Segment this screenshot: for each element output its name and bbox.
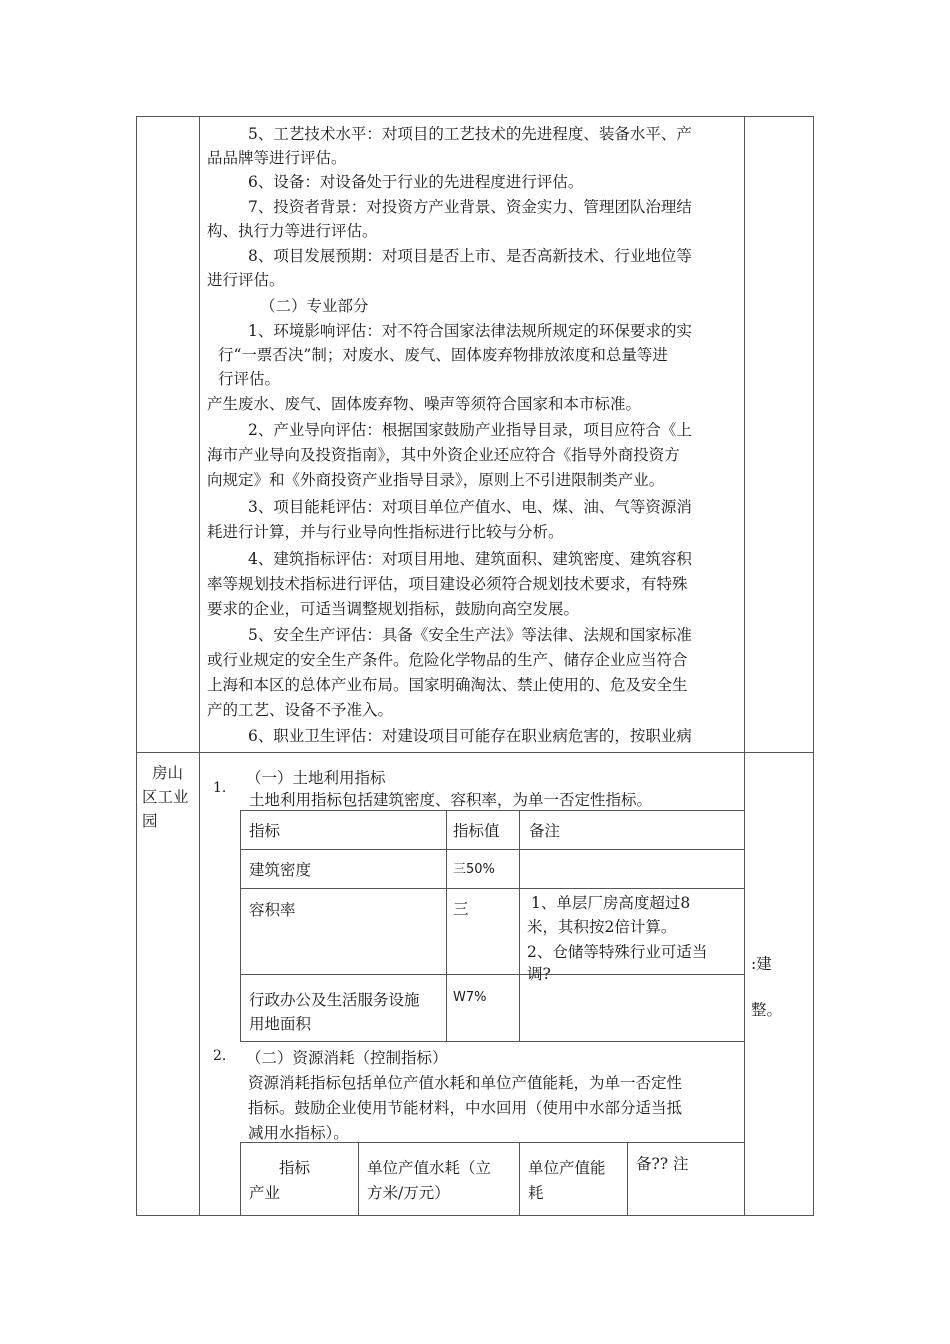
resource-header-indicator: 指标 xyxy=(279,1159,311,1177)
building-line2: 率等规划技术指标进行评估，项目建设必须符合规划技术要求，有特殊 xyxy=(207,575,688,593)
resource-table-top xyxy=(240,1142,744,1143)
land-header-note: 备注 xyxy=(529,822,561,840)
land-header-indicator: 指标 xyxy=(249,822,281,840)
env-line4: 产生废水、废气、固体废弃物、噪声等须符合国家和本市标准。 xyxy=(207,395,642,413)
item-8-line2: 进行评估。 xyxy=(207,271,285,289)
item-6-line1: 6、设备：对设备处于行业的先进程度进行评估。 xyxy=(248,173,584,191)
resource-header-industry: 产业 xyxy=(249,1184,281,1202)
energy-line1: 3、项目能耗评估：对项目单位产值水、电、煤、油、气等资源消 xyxy=(248,498,692,516)
resource-table-col-a xyxy=(358,1142,359,1216)
building-line1: 4、建筑指标评估：对项目用地、建筑面积、建筑密度、建筑容积 xyxy=(248,550,692,568)
resource-table-col-b xyxy=(519,1142,520,1216)
resource-header-water-line1: 单位产值水耗（立 xyxy=(367,1159,492,1177)
office-value: W7% xyxy=(453,990,487,1005)
column-divider-2 xyxy=(744,116,745,1216)
far-note-clip xyxy=(524,962,734,983)
resource-header-water-line2: 方米/万元） xyxy=(367,1184,450,1202)
right-col-line2: 整。 xyxy=(751,1001,783,1019)
office-name-line2: 用地面积 xyxy=(249,1015,312,1033)
industry-line2: 海市产业导向及投资指南》，其中外资企业还应符合《指导外商投资方 xyxy=(207,446,680,464)
table-border-left xyxy=(136,116,137,1216)
table-border-top xyxy=(136,116,814,117)
item-7-line1: 7、投资者背景：对投资方产业背景、资金实力、管理团队治理结 xyxy=(248,198,692,216)
env-line2: 行“一票否决”制；对废水、废气、固体废弃物排放浓度和总量等进 xyxy=(218,346,668,364)
office-name-line1: 行政办公及生活服务设施 xyxy=(249,991,420,1009)
resource-header-energy-line2: 耗 xyxy=(528,1184,544,1202)
item-5-line2: 品品牌等进行评估。 xyxy=(207,149,347,167)
far-note-line1: 1、单层厂房高度超过8 xyxy=(531,894,691,912)
land-table-row-2 xyxy=(240,888,744,889)
land-table-bottom xyxy=(240,1041,744,1042)
resource-desc-line2: 指标。鼓励企业使用节能材料，中水回用（使用中水部分适当抵 xyxy=(248,1099,683,1117)
safety-line3: 上海和本区的总体产业布局。国家明确淘汰、禁止使用的、危及安全生 xyxy=(207,676,688,694)
right-col-line1: :建 xyxy=(751,955,772,973)
density-name: 建筑密度 xyxy=(249,861,312,879)
land-table-col-a xyxy=(446,810,447,1042)
resource-desc-line3: 减用水指标）。 xyxy=(248,1124,349,1142)
land-table-left xyxy=(240,810,241,1042)
building-line3: 要求的企业，可适当调整规划指标，鼓励向高空发展。 xyxy=(207,600,580,618)
far-value: 三 xyxy=(453,900,469,918)
resource-table-col-c xyxy=(627,1142,628,1216)
resource-header-energy-line1: 单位产值能 xyxy=(528,1159,606,1177)
energy-line2: 耗进行计算，并与行业导向性指标进行比较与分析。 xyxy=(207,523,564,541)
resource-desc-line1: 资源消耗指标包括单位产值水耗和单位产值能耗，为单一否定性 xyxy=(248,1074,683,1092)
far-name: 容积率 xyxy=(249,901,296,919)
far-note-line4: 调? xyxy=(527,965,551,983)
safety-line2: 或行业规定的安全生产条件。危险化学物品的生产、储存企业应当符合 xyxy=(207,651,688,669)
item-5-line1: 5、工艺技术水平：对项目的工艺技术的先进程度、装备水平、产 xyxy=(248,125,692,143)
item-number-2: 2. xyxy=(213,1048,227,1064)
resource-table-left xyxy=(240,1142,241,1216)
industry-line1: 2、产业导向评估：根据国家鼓励产业指导目录，项目应符合《上 xyxy=(248,421,692,439)
industry-line3: 向规定》和《外商投资产业指导目录》，原则上不引进限制类产业。 xyxy=(207,471,665,489)
land-header-value: 指标值 xyxy=(453,822,500,840)
env-line1: 1、环境影响评估：对不符合国家法律法规所规定的环保要求的实 xyxy=(248,322,692,340)
far-note-line3: 2、仓储等特殊行业可适当 xyxy=(527,943,708,961)
land-table-col-b xyxy=(519,810,520,1042)
env-line3: 行评估。 xyxy=(218,370,281,388)
item-7-line2: 构、执行力等进行评估。 xyxy=(207,222,378,240)
resource-header-note: 备?? 注 xyxy=(636,1155,689,1173)
row-divider xyxy=(136,752,814,753)
safety-line1: 5、安全生产评估：具备《安全生产法》等法律、法规和国家标准 xyxy=(248,626,692,644)
professional-subheading: （二）专业部分 xyxy=(260,297,369,315)
health-line1: 6、职业卫生评估：对建设项目可能存在职业病危害的，按职业病 xyxy=(248,727,692,745)
land-description: 土地利用指标包括建筑密度、容积率，为单一否定性指标。 xyxy=(249,791,653,809)
land-table-top xyxy=(240,810,744,811)
far-note-line2: 米，其积按2倍计算。 xyxy=(527,918,677,936)
park-name-line2: 区工业 xyxy=(142,788,189,806)
table-border-bottom xyxy=(136,1215,814,1216)
column-divider-1 xyxy=(199,116,200,1216)
park-name-line3: 园 xyxy=(142,812,158,830)
land-table-row-1 xyxy=(240,849,744,850)
item-8-line1: 8、项目发展预期：对项目是否上市、是否高新技术、行业地位等 xyxy=(248,247,692,265)
density-value: 三50% xyxy=(453,862,495,877)
resource-heading: （二）资源消耗（控制指标） xyxy=(246,1049,448,1067)
park-name-line1: 房山 xyxy=(152,764,184,782)
item-number-1: 1. xyxy=(213,780,227,796)
land-heading: （一）土地利用指标 xyxy=(246,769,386,787)
land-table-row-3 xyxy=(240,974,744,975)
safety-line4: 产的工艺、设备不予准入。 xyxy=(207,701,394,719)
table-border-right xyxy=(813,116,814,1216)
